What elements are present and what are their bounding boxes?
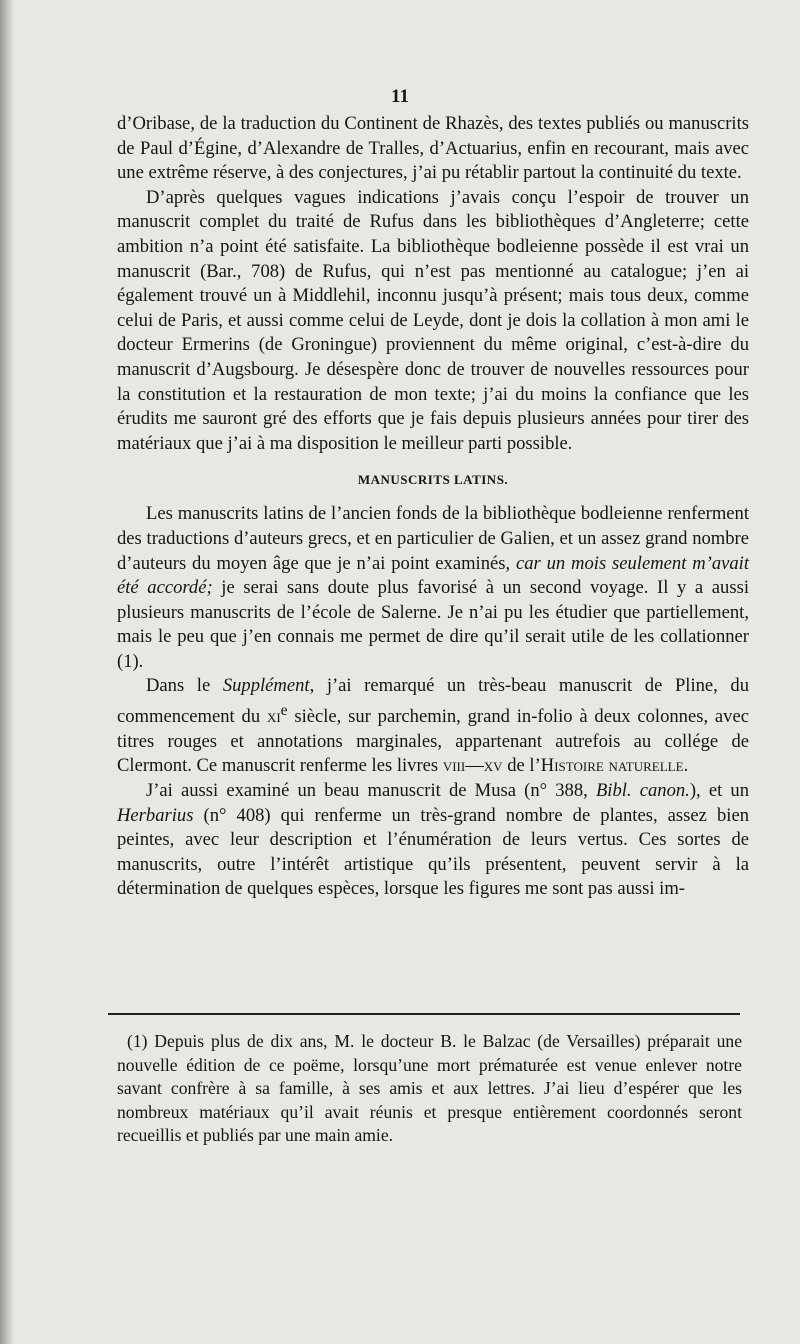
footnote-divider [108, 1013, 740, 1015]
p4-book-range: viii—xv [442, 755, 503, 777]
p4-text-de: de l’ [502, 755, 541, 777]
main-text [117, 112, 749, 902]
paragraph-4 [117, 674, 749, 779]
page-number: 11 [391, 86, 409, 107]
section-heading: MANUSCRITS LATINS. [357, 472, 509, 488]
footnote [117, 1030, 742, 1148]
p4-century: xi [266, 706, 281, 728]
paragraph-5 [117, 779, 749, 902]
p5-text-end: (n° 408) qui renferme un très-grand nombre de plantes, assez bien peintes, avec leur description et l’énumération de leurs vertus. Ces sortes de manuscrits, outre l’intérêt artistique qu’ils présentent, peuvent servir à la détermination de quelques espèces, lorsque les figures me sont pas aussi im- [117, 804, 749, 900]
p4-century-superscript: e [280, 702, 288, 720]
footnote-text: (1) Depuis plus de dix ans, M. le docteur B. le Balzac (de Versailles) préparait une nouvelle édition de ce poëme, lorsqu’une mort prématurée est venue enlever notre savant confrère à sa famille, à ses amis et aux lettres. J’ai lieu d’espérer que les nombreux matériaux qu’il avait réunis et presque entièrement coordonnés seront recueillis et publiés par une main amie. [117, 1031, 742, 1146]
p5-italic-bibl: Bibl. canon. [595, 780, 690, 802]
p4-period: . [683, 755, 689, 777]
page-edge-shadow [0, 0, 14, 1344]
p4-text-end: siècle, sur parchemin, grand in-folio à deux colonnes, avec titres rouges et annotations marginales, appartenant autrefois au collége de Clermont. Ce manuscrit renferme les livres [117, 706, 749, 777]
p3-italic-text: car un mois seulement m’avait été accordé; [117, 552, 750, 599]
p5-italic-herbarius: Herbarius [117, 804, 194, 826]
paragraph-3 [117, 502, 749, 674]
paragraph-1: d’Oribase, de la traduction du Continent de Rhazès, des textes publiés ou manuscrits de Paul d’Égine, d’Alexandre de Tralles, d’Actuarius, enfin en recourant, mais avec une extrême réserve, à des conjectures, j’ai pu rétablir partout la continuité du texte. [117, 113, 749, 184]
p4-text-mid: , j’ai remarqué un très-beau manuscrit de Pline, du commencement du [117, 675, 749, 728]
p4-text-start: Dans le [146, 675, 223, 697]
p4-work-title: Histoire naturelle [540, 755, 684, 777]
p5-text-mid: ), et un [689, 780, 749, 802]
p5-text-start: J’ai aussi examiné un beau manuscrit de Musa (n° 388, [146, 780, 596, 802]
p3-text-end: je serai sans doute plus favorisé à un second voyage. Il y a aussi plusieurs manuscrits de l’école de Salerne. Je n’ai pu les étudier que partiellement, mais le peu que j’en connais me permet de dire qu’il serait utile de les collationner (1). [117, 577, 749, 672]
p3-text-start: Les manuscrits latins de l’ancien fonds de la bibliothèque bodleienne renferment des traductions d’auteurs grecs, et en particulier de Galien, et un assez grand nombre d’auteurs du moyen âge que je n’ai point examinés, [117, 503, 749, 574]
paragraph-2: D’après quelques vagues indications j’avais conçu l’espoir de trouver un manuscrit complet du traité de Rufus dans les bibliothèques d’Angleterre; cette ambition n’a point été satisfaite. La bibliothèque bodleienne possède il est vrai un manuscrit (Bar., 708) de Rufus, qui n’est pas mentionné au catalogue; j’en ai également trouvé un à Middlehil, inconnu jusqu’à présent; mais tous deux, comme celui de Paris, et aussi comme celui de Leyde, dont je dois la collation à mon ami le docteur Ermerins (de Groningue) proviennent du même original, c’est-à-dire du manuscrit d’Augsbourg. Je désespère donc de trouver de nouvelles ressources pour la constitution et la restauration de mon texte; j’ai du moins la confiance que les érudits me sauront gré des efforts que je fais depuis plusieurs années pour tirer des matériaux que j’ai à ma disposition le meilleur parti possible. [117, 186, 749, 454]
p4-italic-supplement: Supplément [222, 675, 310, 697]
